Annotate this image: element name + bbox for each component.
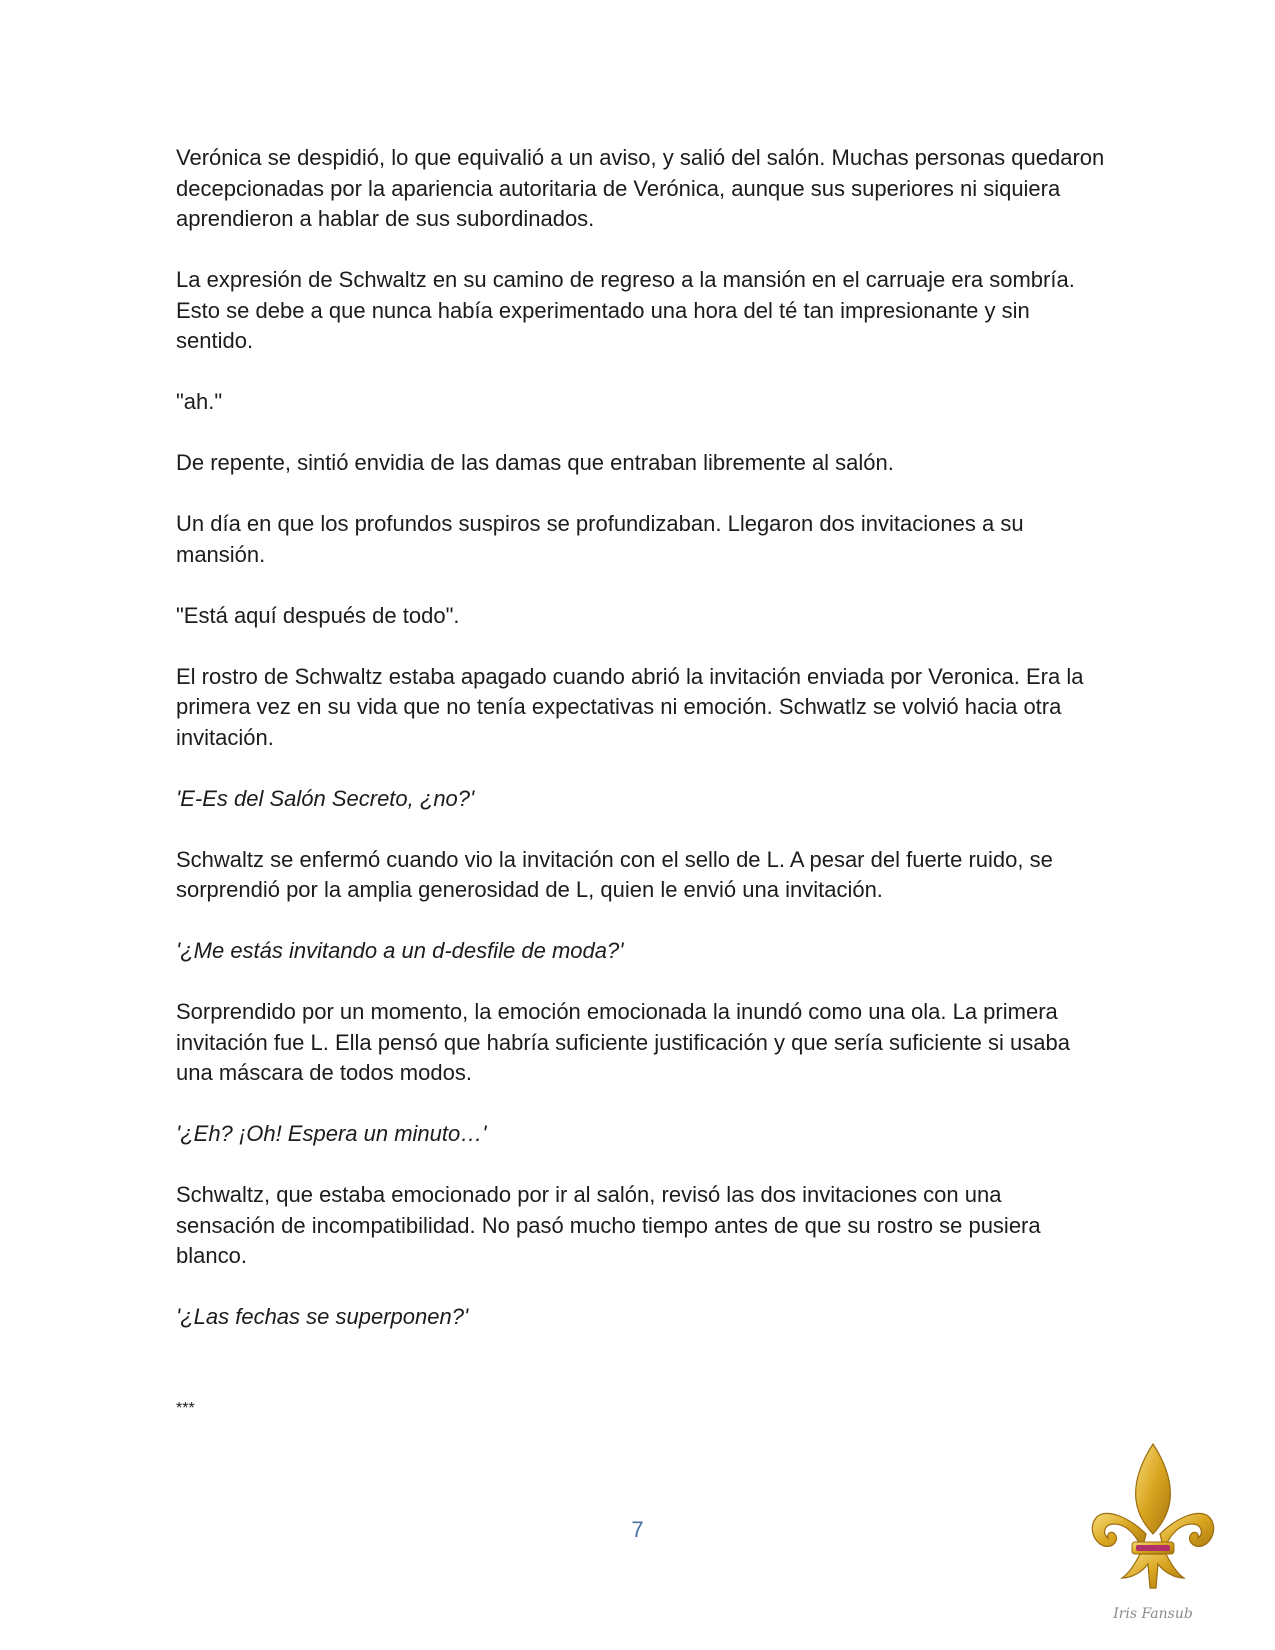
paragraph: Sorprendido por un momento, la emoción emocionada la inundó como una ola. La primera invitación fue L. Ella pensó que habría suficiente justificación y que sería suficiente si usaba una máscara de todos modos. [176, 999, 1070, 1085]
paragraph: La expresión de Schwaltz en su camino de regreso a la mansión en el carruaje era sombría. Esto se debe a que nunca había experimentado una hora del té tan impresionante y sin sentido. [176, 267, 1075, 353]
thought-line: '¿Me estás invitando a un d-desfile de moda?' [176, 938, 624, 963]
section-break: *** [176, 1399, 195, 1417]
paragraph: "Está aquí después de todo". [176, 602, 460, 628]
paragraph: Verónica se despidió, lo que equivalió a un aviso, y salió del salón. Muchas personas quedaron decepcionadas por la apariencia autoritaria de Verónica, aunque sus superiores ni siquiera aprendieron a hablar de sus subordinados. [176, 145, 1105, 231]
paragraph: Schwaltz se enfermó cuando vio la invitación con el sello de L. A pesar del fuerte ruido, se sorprendió por la amplia generosidad de L, quien le envió una invitación. [176, 846, 1053, 902]
paragraph: El rostro de Schwaltz estaba apagado cuando abrió la invitación enviada por Veronica. Era la primera vez en su vida que no tenía expectativas ni emoción. Schwatlz se volvió hacia otra invitación. [176, 663, 1084, 750]
logo-signature: Iris Fansub [1113, 1606, 1193, 1622]
paragraph: "ah." [176, 389, 223, 414]
thought-line: '¿Las fechas se superponen?' [176, 1304, 469, 1329]
page-number: 7 [631, 1517, 644, 1542]
document-body [176, 143, 1106, 1455]
thought-line: '¿Eh? ¡Oh! Espera un minuto…' [176, 1121, 487, 1146]
paragraph: Schwaltz, que estaba emocionado por ir al salón, revisó las dos invitaciones con una sensación de incompatibilidad. No pasó mucho tiempo antes de que su rostro se pusiera blanco. [176, 1182, 1041, 1268]
paragraph: De repente, sintió envidia de las damas que entraban libremente al salón. [176, 450, 894, 475]
fleur-de-lis-icon [1088, 1442, 1218, 1627]
paragraph: Un día en que los profundos suspiros se profundizaban. Llegaron dos invitaciones a su mansión. [176, 511, 1024, 567]
thought-line: 'E-Es del Salón Secreto, ¿no?' [176, 785, 475, 811]
